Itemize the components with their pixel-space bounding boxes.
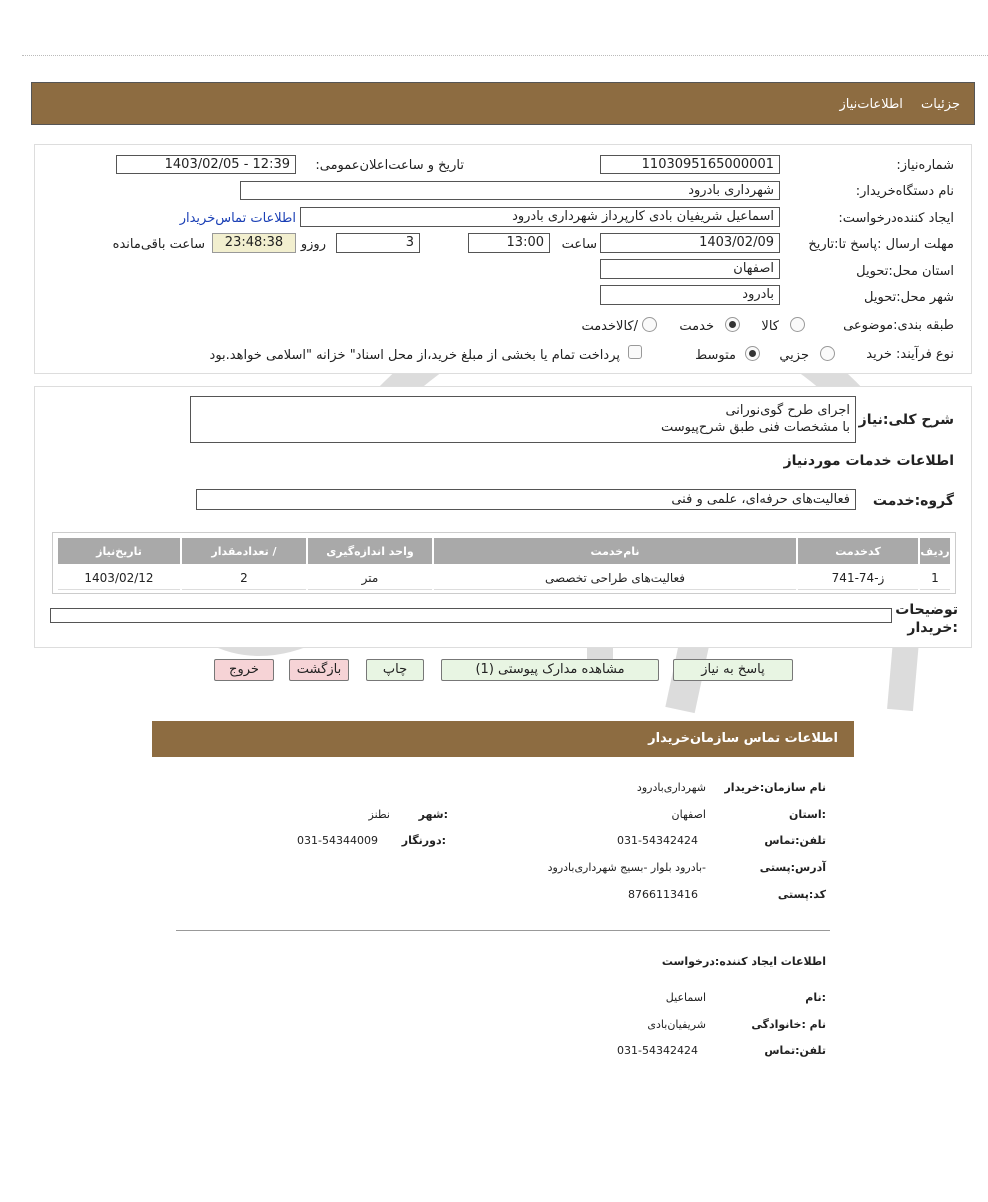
org-name-value: شهرداری‌بادرود xyxy=(636,781,706,794)
contact-phone-value: 031-54342424 xyxy=(617,834,698,847)
time-label: ساعت xyxy=(561,237,597,252)
days-field: 3 xyxy=(336,233,420,253)
cell-service-code: ز-74-741 xyxy=(798,566,918,590)
category-goods-radio[interactable] xyxy=(790,317,805,332)
need-info-panel xyxy=(34,144,972,374)
buyer-org-label: نام دستگاه‌خریدار: xyxy=(855,184,954,199)
process-medium-radio[interactable] xyxy=(745,346,760,361)
col-need-date: تاریخ‌نیاز xyxy=(58,538,180,564)
category-label: طبقه بندی:موضوعی xyxy=(843,318,954,333)
col-service-code: کدخدمت xyxy=(798,538,918,564)
buyer-notes-label: توضیحات :خریدار xyxy=(895,602,958,636)
need-number-field: 1103095165000001 xyxy=(600,155,780,174)
deadline-label: مهلت ارسال :پاسخ تا:تاریخ xyxy=(808,237,954,252)
postal-code-value: 8766113416 xyxy=(628,888,698,901)
address-value: -بادرود بلوار -بسیج شهرداری‌بادرود xyxy=(547,861,706,874)
need-number-label: شماره‌نیاز: xyxy=(896,158,954,173)
top-divider xyxy=(22,55,988,56)
contact-province-label: :استان xyxy=(789,808,826,821)
deadline-time-field: 13:00 xyxy=(468,233,550,253)
days-label: روزو xyxy=(300,237,326,252)
contact-phone-label: تلفن:تماس xyxy=(764,834,826,847)
announce-field: 1403/02/05 - 12:39 xyxy=(116,155,296,174)
creator-name-value: اسماعیل xyxy=(665,991,706,1004)
process-medium-label: متوسط xyxy=(695,348,736,363)
col-row-number: ردیف xyxy=(920,538,950,564)
remaining-timer: 23:48:38 xyxy=(212,233,296,253)
creator-family-label: نام :خانوادگی xyxy=(751,1018,826,1031)
org-name-label: نام سازمان:خریدار xyxy=(724,781,826,794)
deadline-date-field: 1403/02/09 xyxy=(600,233,780,253)
province-label: استان محل:تحویل xyxy=(856,264,954,279)
print-button[interactable]: چاپ xyxy=(366,659,424,681)
address-label: آدرس:پستی xyxy=(759,861,826,874)
summary-title-label: شرح کلی:نیاز xyxy=(858,412,954,428)
buyer-org-field: شهرداری بادرود xyxy=(240,181,780,200)
city-label: شهر محل:تحویل xyxy=(864,290,954,305)
section-divider xyxy=(176,930,830,931)
page-header xyxy=(31,82,975,125)
province-field: اصفهان xyxy=(600,259,780,279)
cell-unit: متر xyxy=(308,566,432,590)
fax-label: :دورنگار xyxy=(401,834,446,847)
creator-family-value: شریفیان‌بادی xyxy=(647,1018,706,1031)
contact-city-label: :شهر xyxy=(418,808,448,821)
tab-need-info[interactable]: اطلاعات‌نیاز xyxy=(839,97,903,112)
process-label: نوع فرآیند: خرید xyxy=(866,347,954,362)
buyer-notes-field xyxy=(50,608,892,623)
back-button[interactable]: بازگشت xyxy=(289,659,349,681)
summary-line-2: با مشخصات فنی طبق شرح‌پیوست xyxy=(661,420,850,435)
cell-need-date: 1403/02/12 xyxy=(58,566,180,590)
fax-value: 031-54344009 xyxy=(297,834,378,847)
city-field: بادرود xyxy=(600,285,780,305)
contact-info-link[interactable]: اطلاعات تماس‌خریدار xyxy=(179,211,296,226)
announce-label: تاریخ و ساعت‌اعلان‌عمومی: xyxy=(315,158,464,173)
creator-label: ایجاد کننده‌درخواست: xyxy=(838,211,954,226)
process-minor-label: جزیي xyxy=(779,348,809,363)
cell-service-name: فعالیت‌های طراحی تخصصی xyxy=(434,566,796,590)
creator-name-label: :نام xyxy=(805,991,826,1004)
category-goods-service-radio[interactable] xyxy=(642,317,657,332)
remaining-label: ساعت باقی‌مانده xyxy=(112,237,205,252)
attachments-button[interactable]: مشاهده مدارک پیوستی (1) xyxy=(441,659,659,681)
group-field: فعالیت‌های حرفه‌ای، علمی و فنی xyxy=(196,489,856,510)
col-service-name: نام‌خدمت xyxy=(434,538,796,564)
contact-section-header: اطلاعات تماس سازمان‌خریدار xyxy=(152,721,854,757)
creator-phone-value: 031-54342424 xyxy=(617,1044,698,1057)
col-unit: واحد اندازه‌گیری xyxy=(308,538,432,564)
payment-note: پرداخت تمام یا بخشی از مبلغ خرید،از محل اسناد" خزانه "اسلامی خواهد.بود xyxy=(209,348,620,363)
category-service-label: خدمت xyxy=(679,319,714,334)
category-goods-label: کالا xyxy=(761,319,779,334)
table-row xyxy=(58,566,950,590)
postal-code-label: کد:پستی xyxy=(777,888,826,901)
cell-quantity: 2 xyxy=(182,566,306,590)
exit-button[interactable]: خروج xyxy=(214,659,274,681)
summary-description xyxy=(190,396,856,443)
reply-button[interactable]: پاسخ به نیاز xyxy=(673,659,793,681)
treasury-payment-checkbox[interactable] xyxy=(628,345,642,359)
tab-details[interactable]: جزئیات xyxy=(921,97,960,112)
summary-line-1: اجرای طرح گوی‌نورانی xyxy=(725,403,850,418)
category-goods-service-label: /کالاخدمت xyxy=(581,319,638,334)
creator-field: اسماعیل شریفیان بادی کارپرداز شهرداری بادرود xyxy=(300,207,780,227)
services-heading: اطلاعات خدمات موردنیاز xyxy=(783,453,954,469)
process-minor-radio[interactable] xyxy=(820,346,835,361)
creator-info-title: اطلاعات ایجاد کننده:درخواست xyxy=(661,955,826,968)
category-service-radio[interactable] xyxy=(725,317,740,332)
services-table xyxy=(56,536,952,592)
contact-city-value: نطنز xyxy=(368,808,390,821)
cell-row-number: 1 xyxy=(920,566,950,590)
table-header-row xyxy=(58,538,950,564)
contact-province-value: اصفهان xyxy=(671,808,706,821)
group-label: گروه:خدمت xyxy=(872,493,954,509)
col-quantity: / تعدادمقدار xyxy=(182,538,306,564)
creator-phone-label: تلفن:تماس xyxy=(764,1044,826,1057)
